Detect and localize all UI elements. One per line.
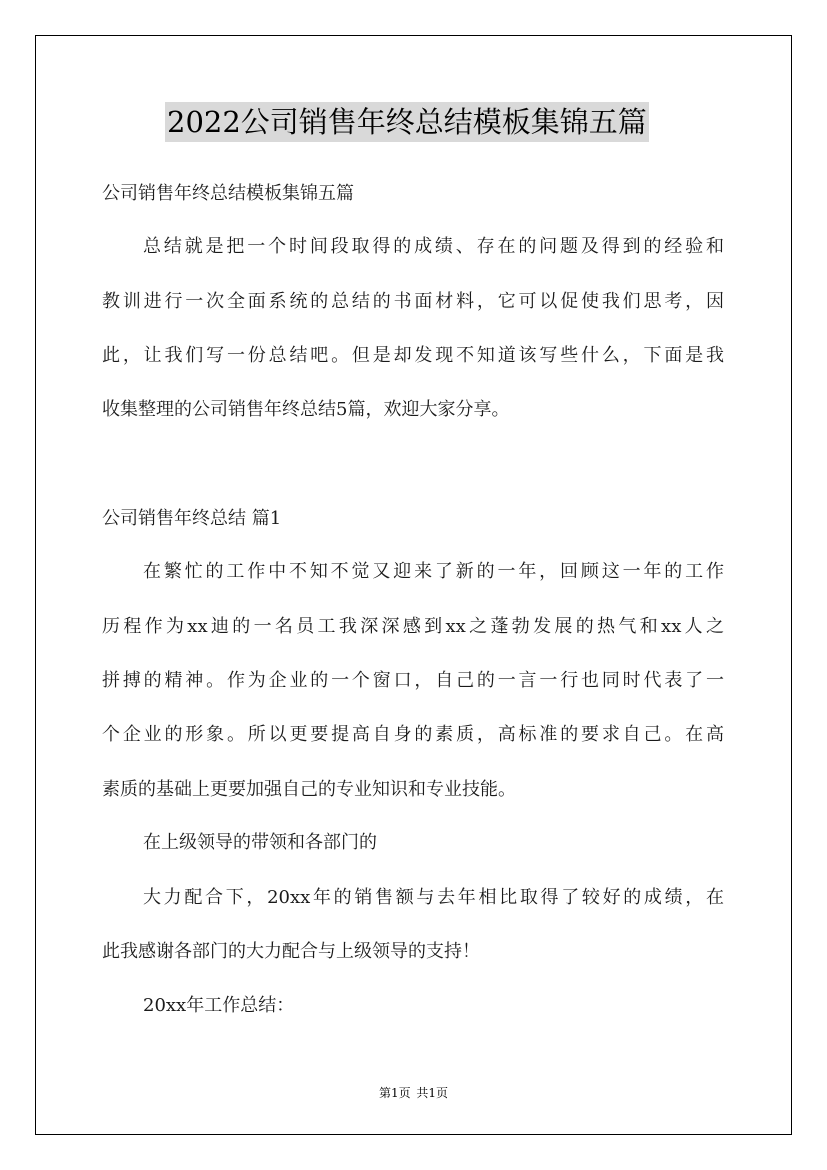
document-subtitle: 公司销售年终总结模板集锦五篇 [102,183,354,204]
intro-line: 总结就是把一个时间段取得的成绩、存在的问题及得到的经验和 [143,236,724,257]
intro-line: 教训进行一次全面系统的总结的书面材料，它可以促使我们思考，因 [102,291,724,312]
intro-line: 收集整理的公司销售年终总结5篇，欢迎大家分享。 [102,399,510,420]
paragraph-line: 此我感谢各部门的大力配合与上级领导的支持！ [102,941,480,962]
paragraph-line: 在繁忙的工作中不知不觉又迎来了新的一年，回顾这一年的工作 [143,561,724,582]
page-number: 第1页 [378,1086,411,1100]
page-footer [0,1084,827,1101]
paragraph-line: 大力配合下，20xx年的销售额与去年相比取得了较好的成绩，在 [143,887,724,908]
paragraph-line: 历程作为xx迪的一名员工我深深感到xx之蓬勃发展的热气和xx人之 [102,616,724,637]
paragraph-line: 拼搏的精神。作为企业的一个窗口，自己的一言一行也同时代表了一 [102,670,724,691]
paragraph-line: 个企业的形象。所以更要提高自身的素质，高标准的要求自己。在高 [102,724,724,745]
paragraph-line: 素质的基础上更要加强自己的专业知识和专业技能。 [102,779,516,800]
page-total: 共1页 [416,1086,449,1100]
paragraph-line: 20xx年工作总结： [143,995,295,1016]
section-heading: 公司销售年终总结 篇1 [102,508,282,529]
intro-line: 此，让我们写一份总结吧。但是却发现不知道该写些什么，下面是我 [102,345,724,366]
document-title: 2022公司销售年终总结模板集锦五篇 [165,102,649,142]
paragraph-line: 在上级领导的带领和各部门的 [143,832,377,853]
